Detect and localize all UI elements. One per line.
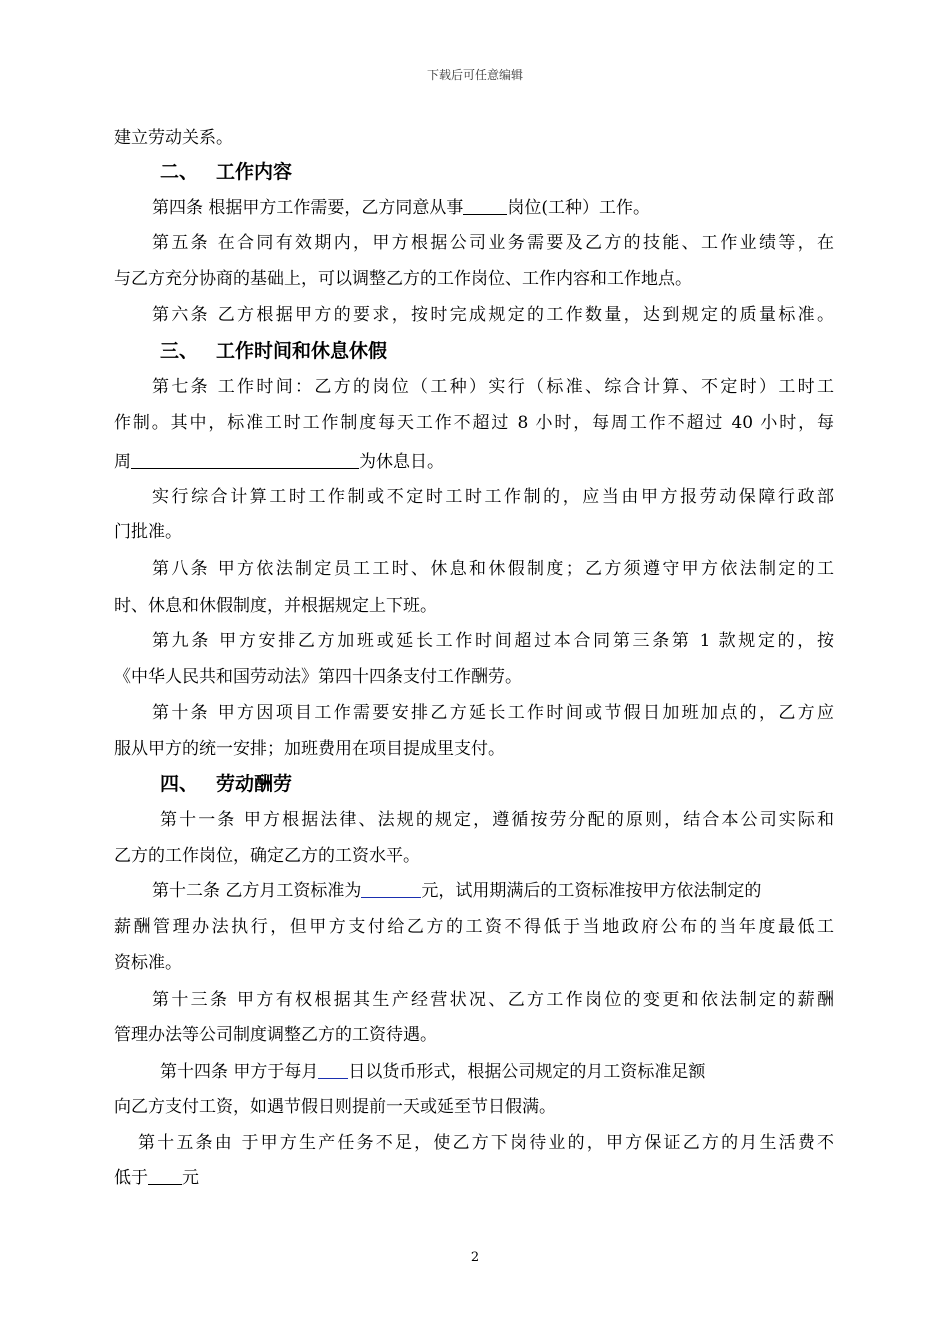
clause-text: 第十二条 乙方月工资标准为 — [152, 881, 362, 901]
clause-text: 岗位(工种）工作。 — [507, 198, 651, 218]
paragraph-line: 第九条 甲方安排乙方加班或延长工作时间超过本合同第三条第 1 款规定的，按 — [152, 631, 834, 651]
paragraph-line: 时、休息和休假制度，并根据规定上下班。 — [114, 596, 437, 616]
paragraph-line: 第十五条由 于甲方生产任务不足，使乙方下岗待业的，甲方保证乙方的月生活费不 — [138, 1133, 834, 1153]
section-number: 四、 — [160, 773, 199, 795]
paragraph-line: 服从甲方的统一安排；加班费用在项目提成里支付。 — [114, 739, 505, 759]
section-number: 二、 — [160, 161, 199, 183]
section-heading-3 — [160, 340, 387, 362]
page-number: 2 — [470, 1250, 480, 1265]
clause-text: 为休息日。 — [359, 452, 444, 472]
paragraph-line: 管理办法等公司制度调整乙方的工资待遇。 — [114, 1025, 437, 1045]
clause-text: 元，试用期满后的工资标准按甲方依法制定的 — [421, 881, 762, 901]
paragraph-line: 资标准。 — [114, 953, 182, 973]
section-heading-4 — [160, 773, 292, 795]
paragraph-line — [160, 1062, 705, 1082]
paragraph-line — [152, 881, 761, 901]
section-title: 工作时间和休息休假 — [216, 340, 388, 362]
paragraph-line: 《中华人民共和国劳动法》第四十四条支付工作酬劳。 — [114, 667, 522, 687]
fill-blank-position[interactable] — [463, 198, 507, 215]
paragraph-line: 实行综合计算工时工作制或不定时工时工作制的，应当由甲方报劳动保障行政部 — [152, 487, 834, 507]
paragraph-line: 向乙方支付工资，如遇节假日则提前一天或延至节日假满。 — [114, 1097, 556, 1117]
fill-blank-pay-day[interactable] — [318, 1062, 348, 1079]
paragraph-line — [114, 452, 444, 472]
section-title: 劳动酬劳 — [216, 773, 293, 795]
section-number: 三、 — [160, 340, 199, 362]
section-heading-2 — [160, 161, 292, 183]
paragraph-line: 第十一条 甲方根据法律、法规的规定，遵循按劳分配的原则，结合本公司实际和 — [160, 810, 834, 830]
paragraph-line: 第七条 工作时间：乙方的岗位（工种）实行（标准、综合计算、不定时）工时工 — [152, 377, 834, 397]
clause-text: 第十四条 甲方于每月 — [160, 1062, 319, 1082]
clause-text: 周 — [114, 452, 131, 472]
paragraph-line: 第六条 乙方根据甲方的要求，按时完成规定的工作数量，达到规定的质量标准。 — [152, 305, 834, 325]
fill-blank-rest-day[interactable] — [131, 452, 359, 469]
paragraph-line: 建立劳动关系。 — [114, 128, 233, 148]
clause-text: 元 — [182, 1168, 199, 1188]
paragraph-line: 乙方的工作岗位，确定乙方的工资水平。 — [114, 846, 420, 866]
fill-blank-living-allowance[interactable] — [148, 1168, 182, 1185]
paragraph-line: 门批准。 — [114, 522, 182, 542]
section-title: 工作内容 — [216, 161, 293, 183]
paragraph-line — [152, 198, 650, 218]
paragraph-line: 第十三条 甲方有权根据其生产经营状况、乙方工作岗位的变更和依法制定的薪酬 — [152, 990, 834, 1010]
paragraph-line — [114, 1168, 199, 1188]
clause-text: 第四条 根据甲方工作需要，乙方同意从事 — [152, 198, 464, 218]
paragraph-line: 与乙方充分协商的基础上，可以调整乙方的工作岗位、工作内容和工作地点。 — [114, 269, 692, 289]
page-header: 下载后可任意编辑 — [426, 68, 523, 82]
paragraph-line: 第八条 甲方依法制定员工工时、休息和休假制度；乙方须遵守甲方依法制定的工 — [152, 559, 834, 579]
fill-blank-salary[interactable] — [361, 881, 421, 898]
paragraph-line: 作制。其中，标准工时工作制度每天工作不超过 8 小时，每周工作不超过 40 小时，每 — [114, 413, 834, 433]
clause-text: 日以货币形式，根据公司规定的月工资标准足额 — [348, 1062, 706, 1082]
paragraph-line: 第五条 在合同有效期内，甲方根据公司业务需要及乙方的技能、工作业绩等，在 — [152, 233, 834, 253]
clause-text: 低于 — [114, 1168, 148, 1188]
paragraph-line: 薪酬管理办法执行，但甲方支付给乙方的工资不得低于当地政府公布的当年度最低工 — [114, 917, 834, 937]
paragraph-line: 第十条 甲方因项目工作需要安排乙方延长工作时间或节假日加班加点的，乙方应 — [152, 703, 834, 723]
